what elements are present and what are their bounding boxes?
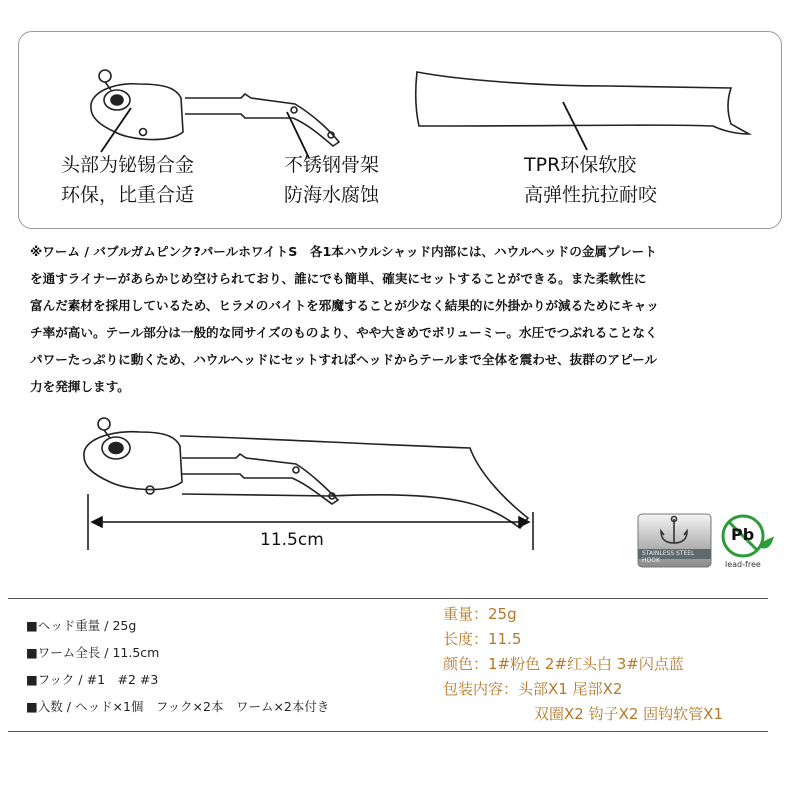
spec-cn-weight: 重量：25g: [443, 605, 517, 623]
lead-free-text: lead-free: [725, 560, 761, 569]
description-line: パワーたっぷりに動くため、ハウルヘッドにセットすればヘッドからテールまで全体を震わせ、抜群のアピール: [30, 352, 658, 367]
spec-bottom-rule: [8, 731, 768, 732]
description-line: 力を発揮します。: [30, 379, 130, 394]
spec-head-weight: ■ヘッド重量 / 25g: [26, 618, 137, 633]
chinese-spec-list: [443, 602, 723, 727]
spec-worm-length: ■ワーム全長 / 11.5cm: [26, 645, 160, 660]
tail-material-label: TPR环保软胶 高弹性抗拉耐咬: [524, 154, 658, 206]
feature-panel: [18, 31, 782, 229]
hook-badge-text: STAINLESS STEEL HOOK: [642, 550, 695, 564]
spec-cn-package: 包装内容：头部X1 尾部X2: [443, 680, 623, 698]
spec-cn-package-cont: 双圈X2 钩子X2 固钩软管X1: [534, 705, 723, 723]
spec-contents: ■入数 / ヘッド×1個 フック×2本 ワーム×2本付き: [26, 699, 330, 714]
tail-illustration: [416, 72, 749, 134]
stainless-hook-badge: [637, 513, 712, 568]
head-material-label: 头部为铋锡合金 环保，比重合适: [61, 154, 195, 206]
description-line: 富んだ素材を採用しているため、ヒラメのバイトを邪魔することが少なく結果的に外掛かりが減るためにキャッ: [30, 298, 659, 313]
spec-hook-size: ■フック / #1 #2 #3: [26, 672, 159, 687]
description-line: ※ワーム / バブルガムピンク?パールホワイトS 各1本ハウルシャッド内部には、ハウルヘッドの金属プレート: [30, 244, 657, 259]
frame-material-label: 不锈钢骨架 防海水腐蚀: [284, 154, 380, 206]
jig-head-illustration: [91, 70, 183, 140]
spec-cn-color: 颜色：1#粉色 2#红头白 3#闪点蓝: [443, 655, 684, 673]
pb-symbol: Pb: [731, 525, 755, 544]
frame-illustration: [185, 94, 339, 146]
japanese-spec-list: [26, 612, 329, 720]
spec-cn-length: 长度：11.5: [443, 630, 522, 648]
description-line: チ率が高い。テール部分は一般的な同サイズのものより、やや大きめでボリューミー。水圧でつぶれることなく: [30, 325, 658, 340]
description-line: を通すライナーがあらかじめ空けられており、誰にでも簡単、確実にセットすることができる。また柔軟性に: [30, 271, 647, 286]
length-dimension-label: 11.5cm: [260, 530, 324, 550]
lead-free-badge: [717, 512, 775, 570]
spec-top-rule: [8, 598, 768, 599]
product-description: [30, 238, 790, 400]
